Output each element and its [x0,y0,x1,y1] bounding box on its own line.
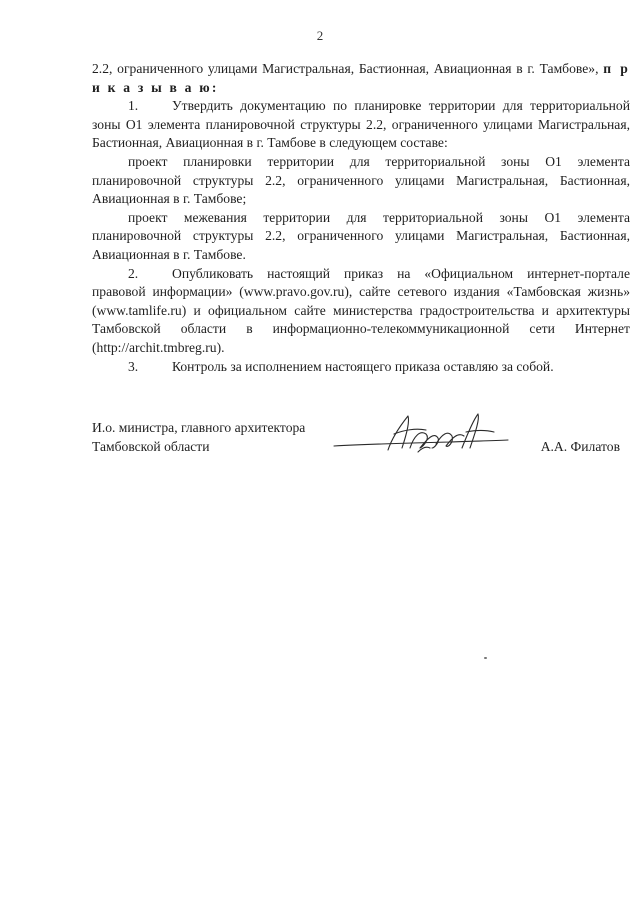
signer-name: А.А. Филатов [540,439,620,454]
document-body [92,60,630,376]
scan-speck [484,657,487,659]
order-item-2 [92,265,630,358]
item-text: Контроль за исполнением настоящего приказа оставляю за собой. [172,358,554,374]
order-subitem: проект межевания территории для территориальной зоны О1 элемента планировочной структуры 2.2, ограниченного улицами Магистральная, Бастионная, Авиационная в г. Тамбове. [92,209,630,262]
item-text: Утвердить документацию по планировке территории для территориальной зоны О1 элемента планировочной структуры 2.2, ограниченного улицами Магистральная, Бастионная, Авиационная в г. Тамбове в следующем составе: [92,98,630,151]
signer-position-line-2: Тамбовской области [92,439,210,454]
intro-paragraph [92,60,630,97]
item-number: 1. [128,98,139,114]
order-item-1 [92,97,630,153]
item-number: 3. [128,358,139,374]
item-number: 2. [128,265,139,281]
signature-block [92,418,630,468]
signer-position [92,418,305,456]
signer-position-line-1: И.о. министра, главного архитектора [92,420,306,435]
order-subitem: проект планировки территории для территориальной зоны О1 элемента планировочной структуры 2.2, ограниченного улицами Магистральная, Бастионная, Авиационная в г. Тамбове; [92,153,630,207]
page-number: 2 [316,28,324,43]
item-text: Опубликовать настоящий приказ на «Официальном интернет-портале правовой информации» (www.pravo.gov.ru), сайте сетевого издания «Тамбовская жизнь» (www.tamlife.ru) и официальном сайте министерства градостроительства и архитектуры Тамбовской области в информационно-телекоммуникационной сети Интернет (http://archit.tmbreg.ru). [92,265,630,355]
handwritten-signature [330,408,520,468]
order-word: п р и к а з ы в а ю: [92,61,630,95]
order-item-3 [92,358,630,377]
intro-text: 2.2, ограниченного улицами Магистральная, Бастионная, Авиационная в г. Тамбове», [92,61,599,76]
